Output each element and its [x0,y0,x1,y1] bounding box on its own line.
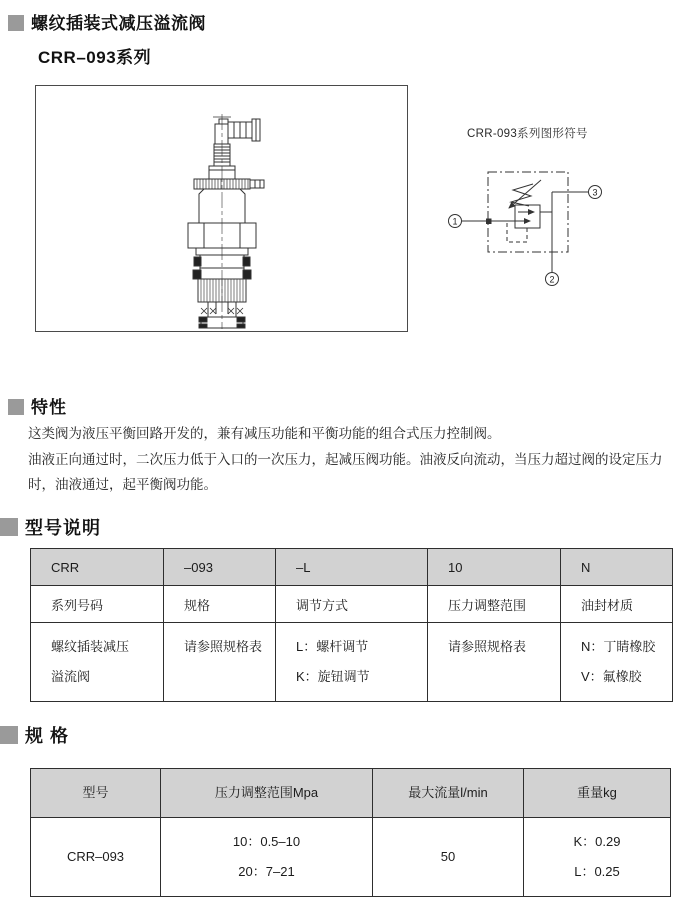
spec-heading [0,722,69,748]
features-line: 这类阀为液压平衡回路开发的，兼有减压功能和平衡功能的组合式压力控制阀。 [28,426,501,441]
svg-text:1: 1 [452,216,458,227]
features-paragraph [28,421,694,498]
svg-text:3: 3 [592,187,598,198]
spec-weight-cell [524,818,671,897]
model-code-cell: N [561,549,673,586]
table-row [31,549,673,586]
field-label-cell: 规格 [164,586,276,623]
table-row [31,623,673,702]
spec-heading-text: 规 格 [25,726,70,746]
field-label-cell: 油封材质 [561,586,673,623]
model-code-table [30,548,673,702]
spec-line: 20：7–21 [238,864,295,879]
detail-cell [561,623,673,702]
column-header-cell: 型号 [31,769,161,818]
column-header-cell: 最大流量l/min [373,769,524,818]
detail-line: 溢流阀 [51,669,91,684]
spec-line: L：0.25 [574,864,620,879]
page-title-line1: 螺纹插装式减压溢流阀 [31,14,206,33]
hydraulic-symbol-diagram [440,150,615,300]
detail-cell: 请参照规格表 [164,623,276,702]
valve-drawing-frame [35,85,408,332]
field-label-cell: 系列号码 [31,586,164,623]
table-row [31,769,671,818]
section-square-icon [0,726,18,744]
detail-line: K：旋钮调节 [296,669,370,684]
field-label-cell: 压力调整范围 [428,586,561,623]
model-code-cell: 10 [428,549,561,586]
model-code-heading [0,514,101,540]
spec-flow-cell: 50 [373,818,524,897]
features-line: 油液正向通过时，二次压力低于入口的一次压力，起减压阀功能。油液反向流动，当压力超过阀的设定压力 [28,451,663,467]
column-header-cell: 重量kg [524,769,671,818]
section-square-icon [0,518,18,536]
detail-line: L：螺杆调节 [296,639,369,654]
spec-pressure-cell [161,818,373,897]
page-title [8,9,206,68]
spec-line: K：0.29 [573,834,621,849]
field-label-cell: 调节方式 [276,586,428,623]
table-row [31,818,671,897]
port-1-label [449,215,462,228]
detail-cell [276,623,428,702]
detail-line: V：氟橡胶 [581,669,642,684]
model-code-cell: –093 [164,549,276,586]
detail-line: N：丁睛橡胶 [581,639,656,654]
table-row [31,586,673,623]
section-square-icon [8,399,24,415]
features-heading-text: 特性 [31,398,67,417]
column-header-cell: 压力调整范围Mpa [161,769,373,818]
spec-line: 10：0.5–10 [232,834,301,849]
model-code-cell: –L [276,549,428,586]
page-title-line2: CRR–093系列 [38,48,152,67]
detail-cell [31,623,164,702]
model-code-heading-text: 型号说明 [25,518,101,538]
spec-table [30,768,671,897]
spec-model-cell: CRR–093 [31,818,161,897]
detail-cell: 请参照规格表 [428,623,561,702]
features-line: 时，油液通过，起平衡阀功能。 [28,477,217,492]
symbol-caption: CRR-093系列图形符号 [467,128,588,140]
valve-cross-section-drawing [36,86,405,329]
section-square-icon [8,15,24,31]
features-heading [8,393,67,418]
port-3-label [589,186,602,199]
port-2-label [546,273,559,286]
detail-line: 螺纹插装减压 [51,639,130,654]
svg-text:2: 2 [549,274,555,285]
model-code-cell: CRR [31,549,164,586]
